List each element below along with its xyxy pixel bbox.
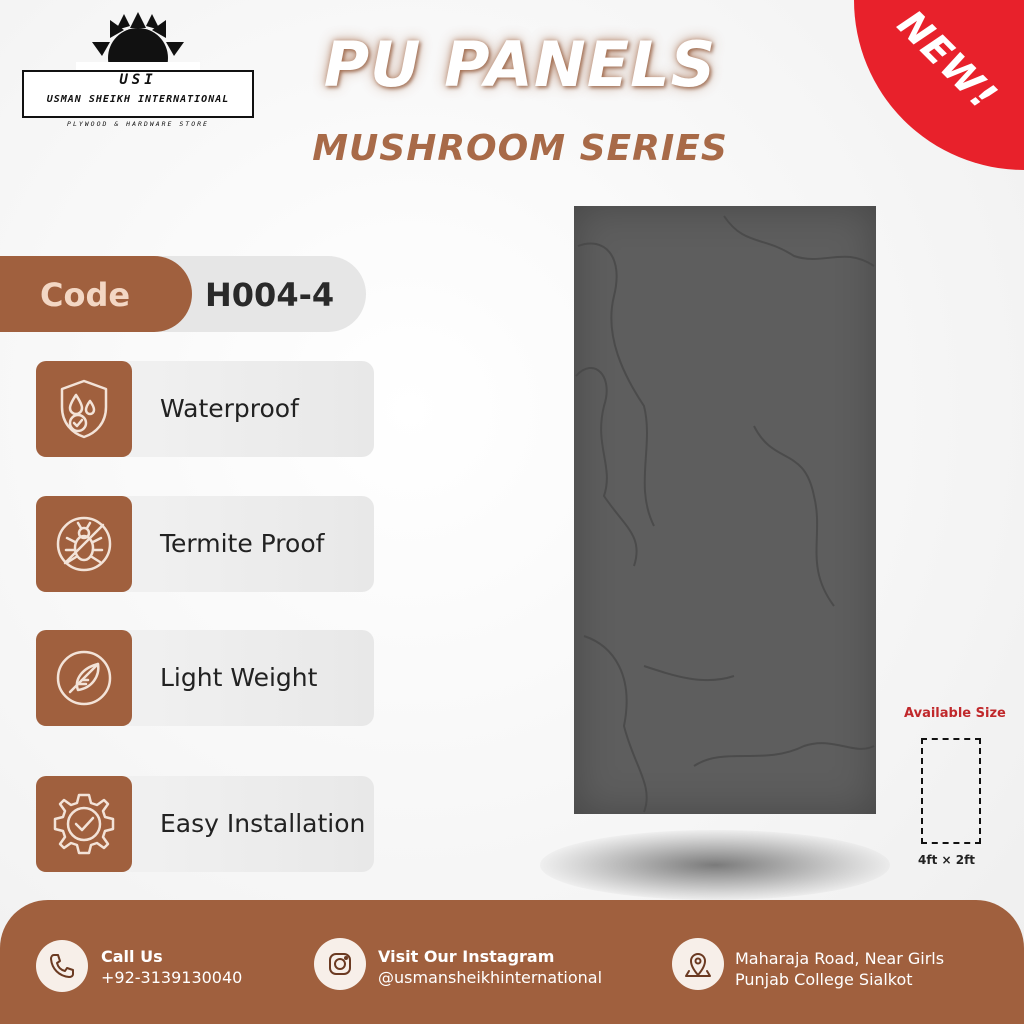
size-diagram-box [921,738,981,844]
instagram-icon [314,938,366,990]
feature-label: Easy Installation [160,809,366,838]
panel-floor-shadow [540,830,890,900]
feature-label: Light Weight [160,663,318,692]
product-code-value: H004-4 [205,276,335,314]
phone-icon [36,940,88,992]
feature-label: Termite Proof [160,529,325,558]
new-badge-text: NEW! [889,1,1006,119]
address-line-2: Punjab College Sialkot [735,970,913,989]
instagram-handle[interactable]: @usmansheikhinternational [378,968,603,987]
size-dimensions: 4ft × 2ft [918,853,976,867]
available-size-title: Available Size [904,706,1006,721]
location-pin-icon [672,938,724,990]
brand-logo [20,8,260,128]
feature-termite-proof [36,496,374,592]
phone-number[interactable]: +92-3139130040 [101,968,243,987]
gear-check-icon [36,776,132,872]
logo-company-name: USMAN SHEIKH INTERNATIONAL [46,94,230,105]
feather-icon [36,630,132,726]
feature-light-weight [36,630,374,726]
logo-initials: USI [119,72,157,88]
product-code-label: Code [40,276,131,314]
mushroom-stone-panel-image [574,206,876,814]
feature-label: Waterproof [160,394,299,423]
address-line-1: Maharaja Road, Near Girls [735,949,945,968]
feature-easy-installation [36,776,374,872]
instagram-title: Visit Our Instagram [378,947,555,966]
page-subtitle: MUSHROOM SERIES [312,128,728,169]
call-us-title: Call Us [101,947,163,966]
logo-tagline: PLYWOOD & HARDWARE STORE [67,120,209,128]
no-termite-icon [36,496,132,592]
waterproof-shield-icon [36,361,132,457]
feature-waterproof [36,361,374,457]
page-title: PU PANELS [323,28,717,101]
